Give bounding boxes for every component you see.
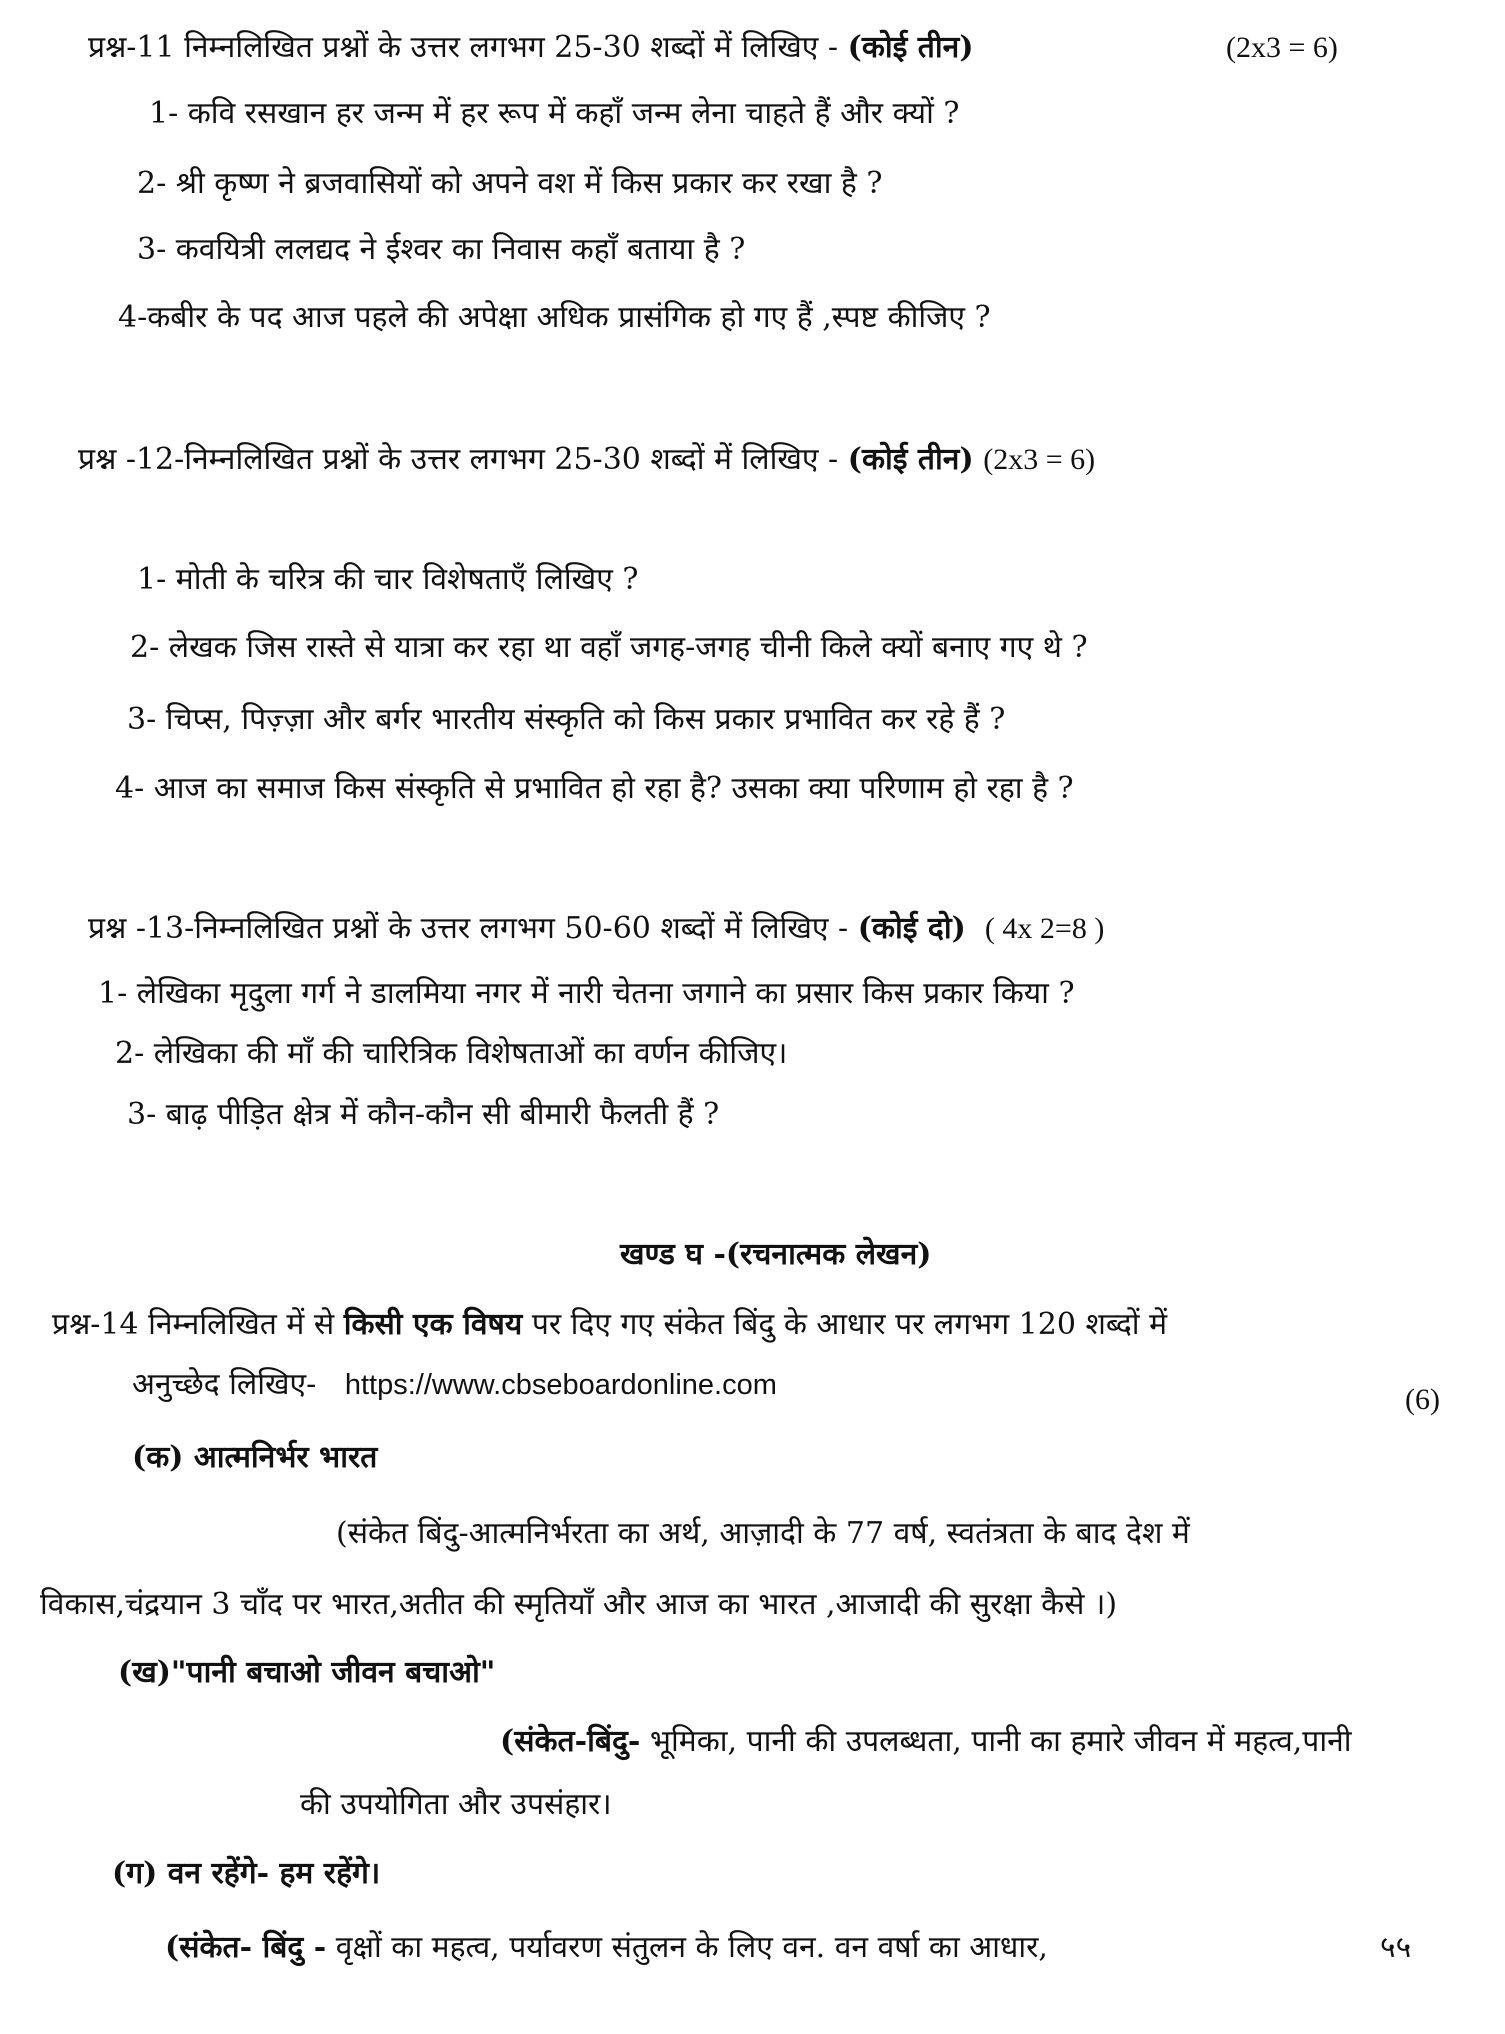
- hint-text: वृक्षों का महत्व, पर्यावरण संतुलन के लिए वन. वन वर्षा का आधार,: [335, 1930, 1048, 1965]
- q12-item: 1- मोती के चरित्र की चार विशेषताएँ लिखिए ?: [137, 562, 639, 597]
- q12-item: 2- लेखक जिस रास्ते से यात्रा कर रहा था वहाँ जगह-जगह चीनी किले क्यों बनाए गए थे ?: [130, 630, 1088, 665]
- q14-line2: [132, 1365, 777, 1405]
- q11-choice: (कोई तीन): [847, 30, 974, 65]
- q12-label: प्रश्न -12-: [78, 442, 185, 477]
- q11-item: 3- कवयित्री ललद्यद ने ईश्वर का निवास कहाँ बताया है ?: [137, 232, 746, 267]
- section-heading: खण्ड घ -(रचनात्मक लेखन): [620, 1237, 932, 1272]
- q11-item: 2- श्री कृष्ण ने ब्रजवासियों को अपने वश में किस प्रकार कर रखा है ?: [137, 166, 883, 201]
- q14-marks: (6): [1405, 1383, 1440, 1416]
- q11-item: 4-कबीर के पद आज पहले की अपेक्षा अधिक प्रासंगिक हो गए हैं ,स्पष्ट कीजिए ?: [118, 300, 991, 335]
- topic-hint: [500, 1722, 1352, 1762]
- q14-text-1: निम्नलिखित में से: [148, 1307, 335, 1342]
- q11-label: प्रश्न-11: [88, 30, 175, 65]
- hint-label: (संकेत- बिंदु -: [165, 1930, 327, 1965]
- topic-hint: की उपयोगिता और उपसंहार।: [300, 1787, 612, 1822]
- q13-marks: ( 4x 2=8 ): [984, 912, 1105, 945]
- q14-line2-text: अनुच्छेद लिखिए-: [132, 1367, 317, 1402]
- q14-header: [52, 1305, 1167, 1345]
- q11-header: [88, 28, 974, 68]
- q13-choice: (कोई दो): [857, 911, 966, 946]
- topic-title: (ख)"पानी बचाओ जीवन बचाओ": [118, 1655, 496, 1690]
- page-number: ५५: [1380, 1930, 1412, 1965]
- q13-instruction: निम्नलिखित प्रश्नों के उत्तर लगभग 50-60 शब्दों में लिखिए -: [194, 911, 849, 946]
- q12-header: [78, 440, 1095, 480]
- topic-hint: विकास,चंद्रयान 3 चाँद पर भारत,अतीत की स्मृतियाँ और आज का भारत ,आजादी की सुरक्षा कैसे ।): [40, 1587, 1118, 1622]
- q13-label: प्रश्न -13-: [88, 911, 195, 946]
- source-url[interactable]: https://www.cbseboardonline.com: [344, 1369, 777, 1401]
- hint-label: (संकेत-बिंदु-: [500, 1724, 641, 1759]
- topic-title: (ग) वन रहेंगे- हम रहेंगे।: [112, 1856, 381, 1891]
- hint-text: भूमिका, पानी की उपलब्धता, पानी का हमारे जीवन में महत्व,पानी: [649, 1724, 1352, 1759]
- q11-marks: (2x3 = 6): [1226, 31, 1338, 64]
- q14-label: प्रश्न-14: [52, 1307, 139, 1342]
- q12-instruction: निम्नलिखित प्रश्नों के उत्तर लगभग 25-30 शब्दों में लिखिए -: [184, 442, 839, 477]
- q12-item: 4- आज का समाज किस संस्कृति से प्रभावित हो रहा है? उसका क्या परिणाम हो रहा है ?: [115, 771, 1074, 806]
- q11-instruction: निम्नलिखित प्रश्नों के उत्तर लगभग 25-30 शब्दों में लिखिए -: [184, 30, 839, 65]
- q13-item: 3- बाढ़ पीड़ित क्षेत्र में कौन-कौन सी बीमारी फैलती हैं ?: [127, 1097, 720, 1132]
- q11-item: 1- कवि रसखान हर जन्म में हर रूप में कहाँ जन्म लेना चाहते हैं और क्यों ?: [149, 96, 960, 131]
- q14-bold: किसी एक विषय: [343, 1307, 523, 1342]
- topic-hint: [165, 1928, 1048, 1968]
- q12-marks: (2x3 = 6): [983, 443, 1096, 476]
- q13-item: 1- लेखिका मृदुला गर्ग ने डालमिया नगर में नारी चेतना जगाने का प्रसार किस प्रकार किया ?: [98, 976, 1075, 1011]
- q12-choice: (कोई तीन): [847, 442, 974, 477]
- q14-text-2: पर दिए गए संकेत बिंदु के आधार पर लगभग 120 शब्दों में: [531, 1307, 1168, 1342]
- topic-hint: (संकेत बिंदु-आत्मनिर्भरता का अर्थ, आज़ादी के 77 वर्ष, स्वतंत्रता के बाद देश में: [336, 1516, 1190, 1551]
- q13-item: 2- लेखिका की माँ की चारित्रिक विशेषताओं का वर्णन कीजिए।: [115, 1036, 788, 1071]
- q12-item: 3- चिप्स, पिज़्ज़ा और बर्गर भारतीय संस्कृति को किस प्रकार प्रभावित कर रहे हैं ?: [127, 702, 1006, 737]
- topic-title: (क) आत्मनिर्भर भारत: [132, 1440, 378, 1475]
- q13-header: [88, 909, 1104, 949]
